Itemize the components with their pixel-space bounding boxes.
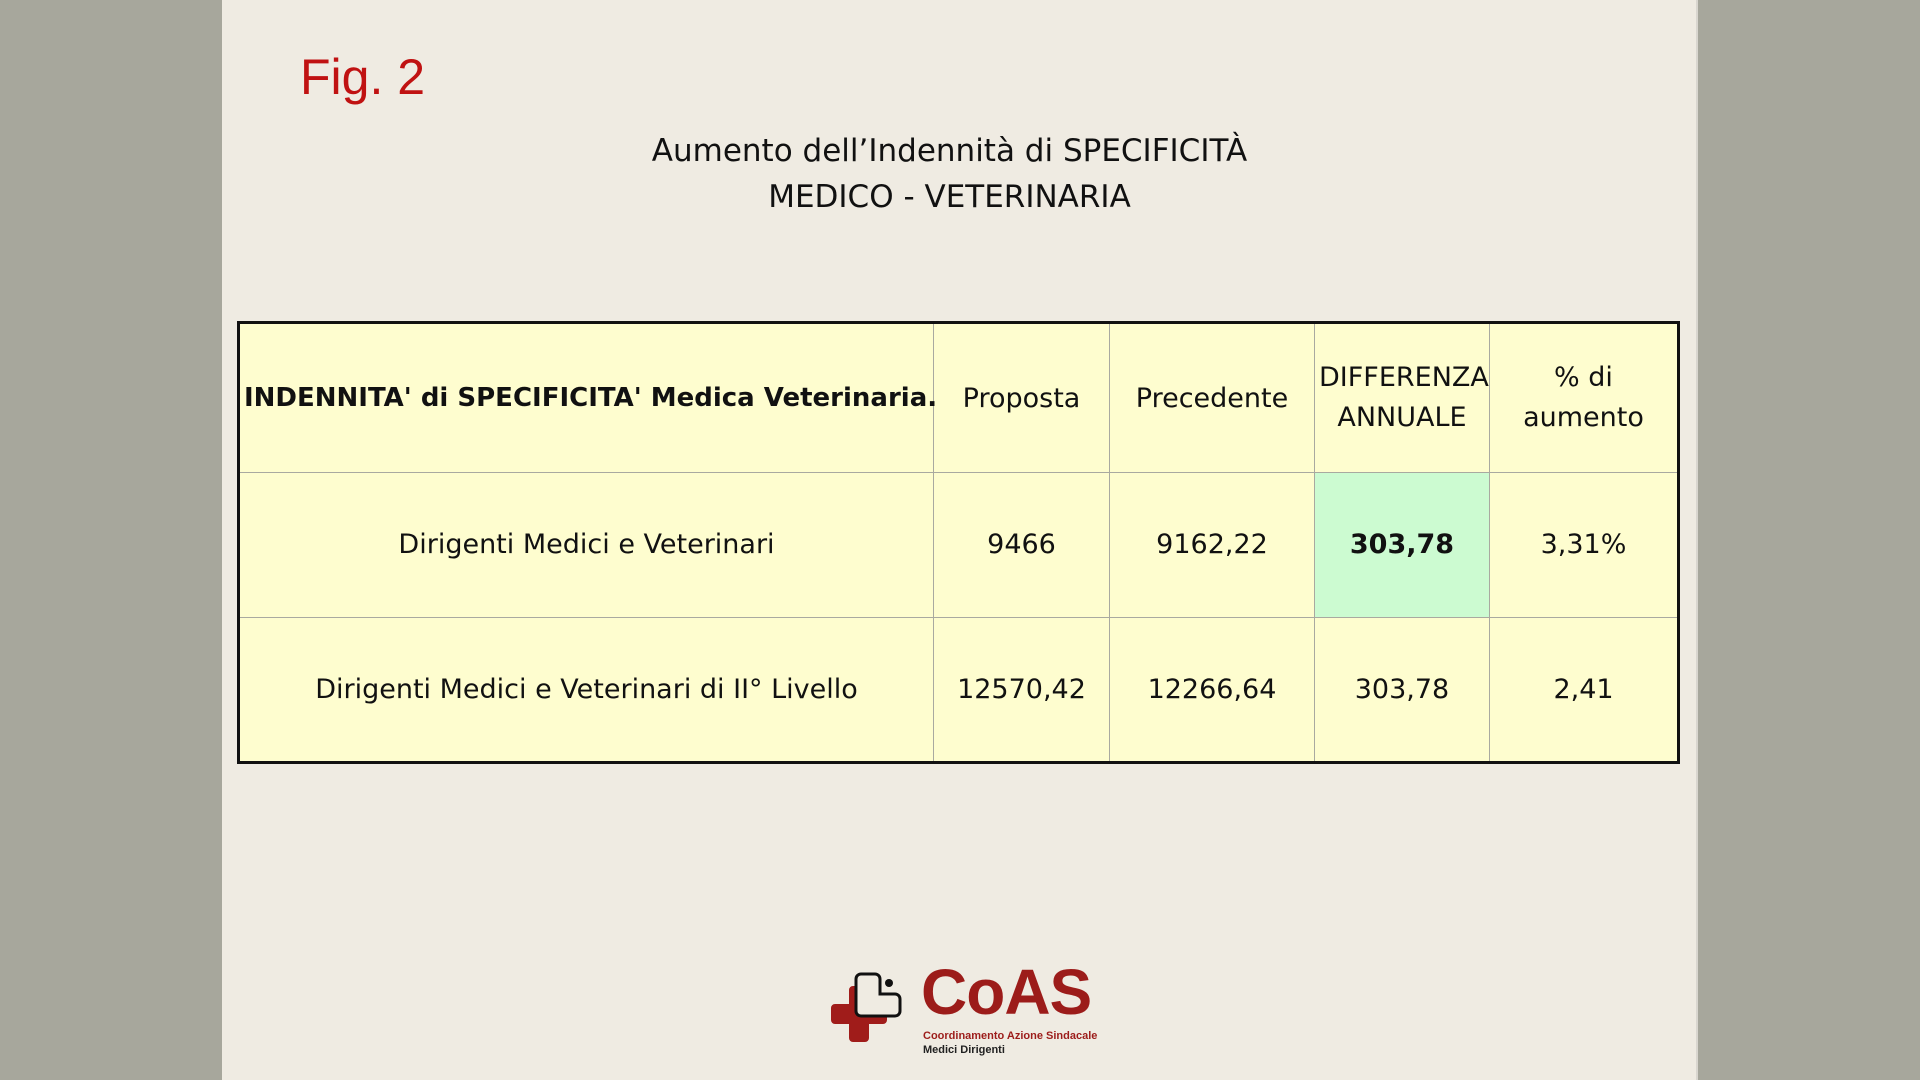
column-header-percent: % di aumento [1490, 323, 1679, 473]
cell-differenza: 303,78 [1315, 617, 1490, 762]
row-label: Dirigenti Medici e Veterinari di II° Livello [239, 617, 934, 762]
slide [222, 0, 1698, 1080]
cell-percent: 3,31% [1490, 473, 1679, 617]
table-header-row [239, 323, 1679, 473]
cell-percent: 2,41 [1490, 617, 1679, 762]
row-label: Dirigenti Medici e Veterinari [239, 473, 934, 617]
cell-proposta: 12570,42 [934, 617, 1110, 762]
logo-subtitle-secondary: Medici Dirigenti [923, 1044, 1005, 1056]
logo-subtitle: Coordinamento Azione Sindacale [923, 1030, 1098, 1042]
table-row [239, 617, 1679, 762]
cell-precedente: 9162,22 [1110, 473, 1315, 617]
logo-wordmark: CoAS [921, 956, 1092, 1028]
table-row [239, 473, 1679, 617]
cell-proposta: 9466 [934, 473, 1110, 617]
medical-cross-icon [825, 970, 909, 1054]
title-line-2: MEDICO - VETERINARIA [768, 179, 1131, 215]
column-header-differenza: DIFFERENZA ANNUALE [1315, 323, 1490, 473]
title-line-1: Aumento dell’Indennità di SPECIFICITÀ [651, 133, 1248, 169]
slide-title [222, 128, 1677, 220]
column-header-precedente: Precedente [1110, 323, 1315, 473]
indemnity-table [237, 321, 1680, 764]
column-header-category: INDENNITA' di SPECIFICITA' Medica Veterinaria. [239, 323, 934, 473]
coas-logo [825, 956, 1125, 1056]
cell-precedente: 12266,64 [1110, 617, 1315, 762]
figure-label: Fig. 2 [300, 49, 426, 105]
cell-differenza-highlighted: 303,78 [1315, 473, 1490, 617]
column-header-proposta: Proposta [934, 323, 1110, 473]
